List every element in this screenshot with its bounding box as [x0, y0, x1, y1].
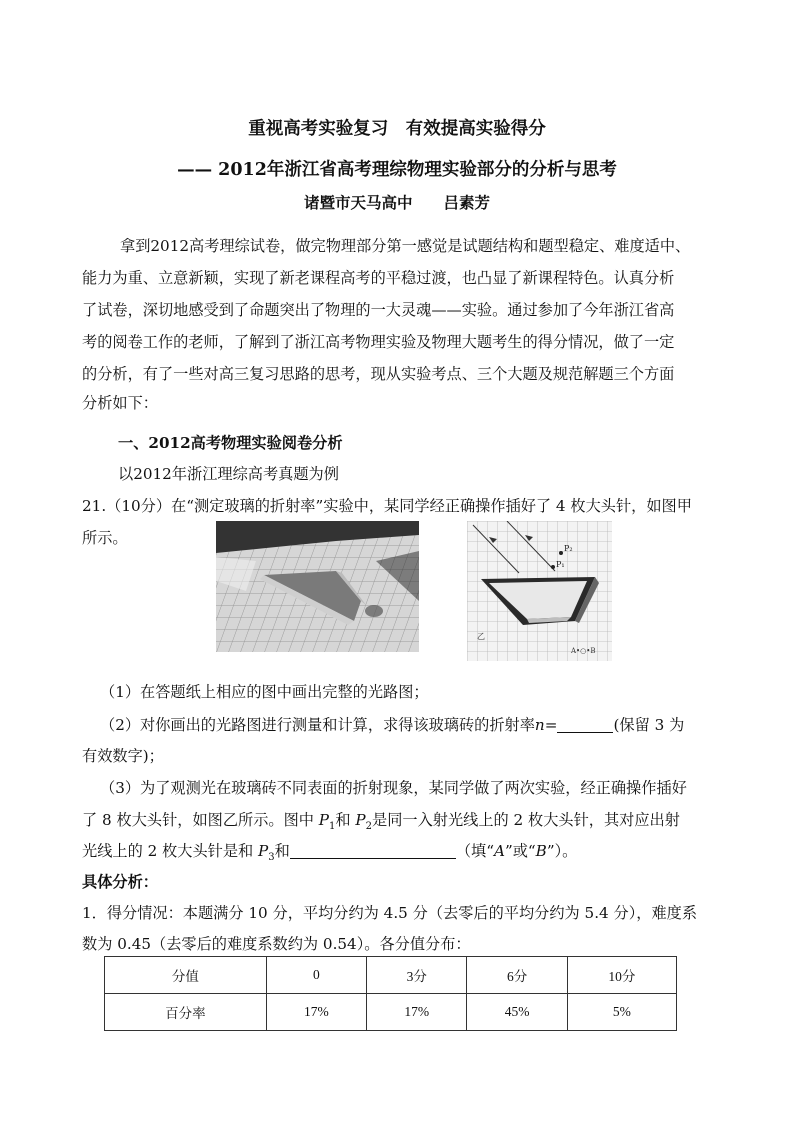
- score-distribution-table: [104, 956, 677, 1031]
- answer-blank-n[interactable]: [557, 717, 613, 733]
- intro-line-5: 的分析，有了一些对高三复习思路的思考，现从实验考点、三个大题及规范解题三个方面: [82, 365, 675, 383]
- intro-line-4: 考的阅卷工作的老师，了解到了浙江高考物理实验及物理大题考生的得分情况，做了一定: [82, 333, 675, 351]
- page-title: 重视高考实验复习 有效提高实验得分: [248, 119, 546, 139]
- table-cell: 17%: [367, 994, 467, 1031]
- table-cell: 45%: [467, 994, 567, 1031]
- question-part-1: （1）在答题纸上相应的图中画出完整的光路图；: [100, 683, 429, 701]
- question-part-2: （2）对你画出的光路图进行测量和计算，求得该玻璃砖的折射率n= (保留 3 为: [100, 716, 685, 734]
- label-yi: 乙: [477, 632, 485, 641]
- table-cell: 10分: [567, 957, 676, 994]
- table-cell: 0: [266, 957, 366, 994]
- table-cell: 3分: [367, 957, 467, 994]
- label-p1: P₁: [556, 560, 565, 569]
- table-row: [105, 994, 677, 1031]
- question-21-line-1: 21.（10分）在“测定玻璃的折射率”实验中，某同学经正确操作插好了 4 枚大头针，如图甲: [82, 497, 692, 515]
- table-cell: 17%: [266, 994, 366, 1031]
- question-part-3-line-1: （3）为了观测光在玻璃砖不同表面的折射现象，某同学做了两次实验，经正确操作插好: [100, 779, 687, 797]
- question-part-3-line-3: 光线上的 2 枚大头针是和 $P_3$和 （填“A”或“B”）。: [82, 842, 578, 864]
- intro-line-1: 拿到2012高考理综试卷，做完物理部分第一感觉是试题结构和题型稳定、难度适中、: [120, 237, 691, 255]
- section-heading: 一、2012高考物理实验阅卷分析: [118, 434, 343, 452]
- question-part-3-line-2: 了 8 枚大头针，如图乙所示。图中 $P_1$和 $P_2$是同一入射光线上的 2 枚大头针，其对应出射: [82, 811, 680, 833]
- section-subheading: 以2012年浙江理综高考真题为例: [118, 465, 339, 483]
- answer-blank-pin[interactable]: [290, 843, 456, 859]
- figure-jia-photo: [216, 521, 419, 652]
- question-21-line-2: 所示。: [82, 529, 128, 547]
- intro-line-3: 了试卷，深切地感受到了命题突出了物理的一大灵魂——实验。通过参加了今年浙江省高: [82, 301, 675, 319]
- table-cell: 分值: [105, 957, 267, 994]
- intro-line-6: 分析如下：: [82, 394, 158, 412]
- table-cell: 5%: [567, 994, 676, 1031]
- question-part-2-cont: 有效数字)；: [82, 747, 164, 765]
- intro-line-2: 能力为重、立意新颖，实现了新老课程高考的平稳过渡，也凸显了新课程特色。认真分析: [82, 269, 675, 287]
- page-subtitle: —— 2012年浙江省高考理综物理实验部分的分析与思考: [177, 160, 617, 180]
- table-cell: 百分率: [105, 994, 267, 1031]
- label-p2: P₂: [564, 544, 573, 553]
- table-cell: 6分: [467, 957, 567, 994]
- analysis-line-1: 1．得分情况：本题满分 10 分，平均分约为 4.5 分（去零后的平均分约为 5.4 分），难度系: [82, 904, 698, 922]
- author-line: 诸暨市天马高中 吕素芳: [303, 193, 490, 212]
- table-header-row: [105, 957, 677, 994]
- analysis-line-2: 数为 0.45（去零后的难度系数约为 0.54）。各分值分布：: [82, 935, 471, 953]
- figure-yi-diagram: [467, 521, 612, 661]
- label-ab: A•○•B: [571, 647, 596, 655]
- analysis-heading: 具体分析：: [82, 873, 158, 891]
